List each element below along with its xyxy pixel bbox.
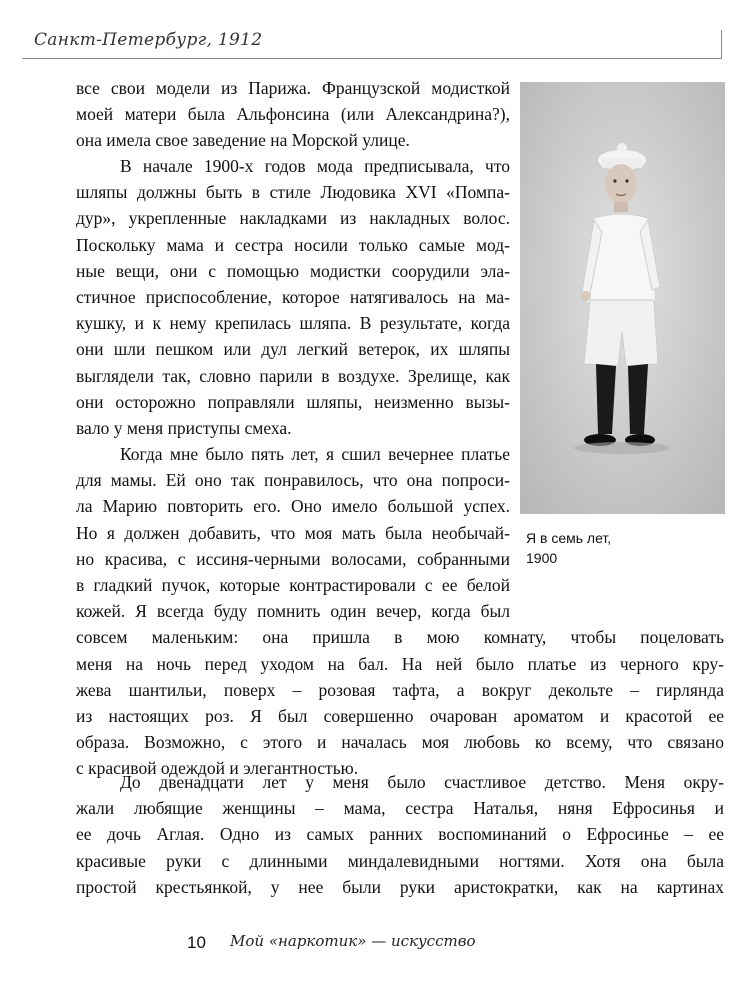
text-line: простой крестьянкой, у нее были руки аристократки, как на картинах [76, 876, 724, 897]
paragraph-1 [76, 75, 510, 154]
text-line: совсем маленьким: она пришла в мою комнату, чтобы поцеловать [76, 627, 724, 648]
text-line: В начале 1900-х годов мода предписывала, что [120, 156, 510, 176]
photo-caption [526, 528, 646, 568]
text-line: дур», укрепленные накладками из накладных волос. [76, 208, 510, 229]
paragraph-4 [76, 769, 724, 900]
boy-figure-illustration [520, 82, 725, 514]
text-line: жали любящие женщины – мама, сестра Наталья, няня Ефросинья и [76, 798, 724, 819]
text-line: Но я должен добавить, что моя мать была необычай- [76, 522, 510, 543]
text-line: Когда мне было пять лет, я сшил вечернее платье [120, 444, 510, 464]
text-line: кушку, и к нему крепилась шляпа. В результате, когда [76, 313, 510, 334]
text-line: из настоящих роз. Я был совершенно очарован ароматом и красотой ее [76, 705, 724, 726]
caption-line: Я в семь лет, [526, 530, 612, 546]
text-line: красивые руки с длинными миндалевидными ногтями. Хотя она была [76, 850, 724, 871]
text-line: ее дочь Аглая. Одно из самых ранних воспоминаний о Ефросинье – ее [76, 824, 724, 845]
text-line: Поскольку мама и сестра носили только самые мод- [76, 234, 510, 255]
text-line: в гладкий пучок, которые контрастировали с ее белой [76, 574, 510, 595]
text-line: жева шантильи, поверх – розовая тафта, а вокруг декольте – гирлянда [76, 679, 724, 700]
running-head: Санкт-Петербург, 1912 [34, 30, 263, 50]
text-line: все свои модели из Парижа. Французской модисткой [76, 78, 510, 98]
text-line: выглядели так, словно парили в воздухе. Зрелище, как [76, 365, 510, 386]
text-line: вало у меня приступы смеха. [76, 417, 292, 438]
text-line: но красива, с иссиня-черными волосами, собранными [76, 548, 510, 569]
page-number: 10 [187, 933, 206, 952]
text-line: образа. Возможно, с этого и началась моя любовь ко всему, что связано [76, 732, 724, 753]
caption-line: 1900 [526, 550, 558, 566]
text-line: она имела свое заведение на Морской улице. [76, 130, 410, 151]
text-line: с красивой одеждой и элегантностью. [76, 758, 359, 779]
book-title-footer: Мой «наркотик» — искусство [230, 932, 476, 950]
text-line: они шли пешком или дул легкий ветерок, их шляпы [76, 339, 510, 360]
text-line: ла Марию повторить его. Оно имело большой успех. [76, 496, 510, 517]
boy-photograph [520, 82, 725, 514]
text-line: ные вещи, они с помощью модистки соорудили эла- [76, 260, 510, 281]
text-line: для мамы. Ей оно так понравилось, что она попроси- [76, 470, 510, 491]
paragraph-2 [76, 153, 510, 441]
text-line: моей матери была Альфонсина (или Александрина?), [76, 104, 510, 125]
text-line: они осторожно поправляли шляпы, неизменно вызы- [76, 391, 510, 412]
text-line: шляпы должны быть в стиле Людовика XVI «Помпа- [76, 182, 510, 203]
text-line: До двенадцати лет у меня было счастливое детство. Меня окру- [120, 772, 724, 792]
header-rule-tick [721, 30, 722, 59]
text-line: кожей. Я всегда буду помнить один вечер, когда был [76, 601, 510, 622]
text-line: меня на ночь перед уходом на бал. На ней было платье из черного кру- [76, 653, 724, 674]
header-rule [22, 58, 722, 59]
text-line: стичное приспособление, которое натягивалось на ма- [76, 286, 510, 307]
